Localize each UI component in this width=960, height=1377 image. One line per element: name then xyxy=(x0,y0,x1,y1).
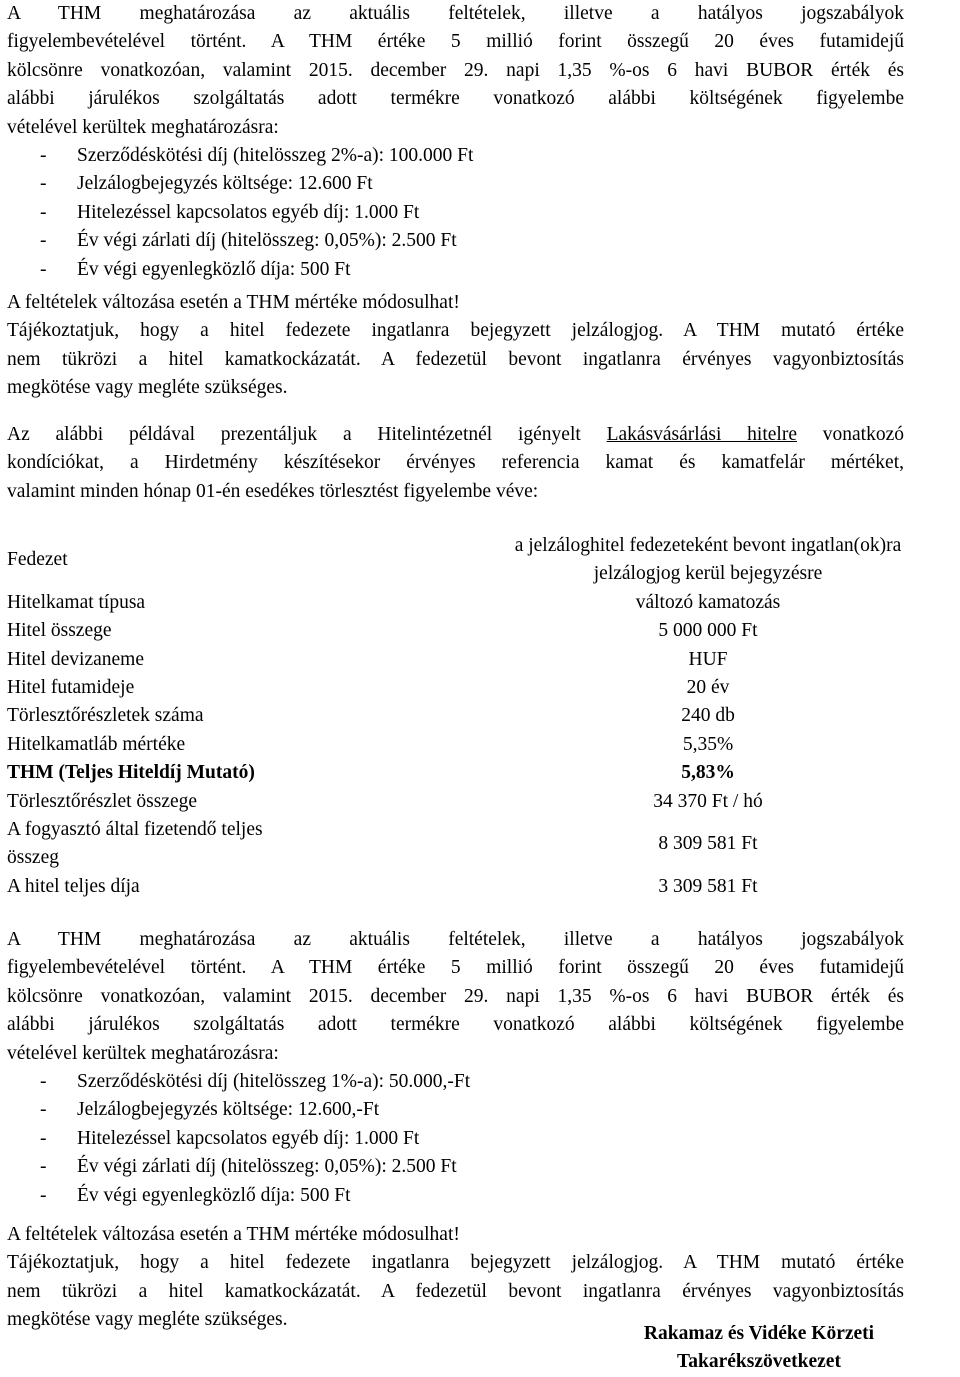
row-label-line: A fogyasztó által fizetendő teljes xyxy=(7,819,263,841)
intro-text: Az alábbi példával prezentáljuk a Hitelintézetnél igényelt xyxy=(7,424,607,445)
table-row-thm xyxy=(7,759,904,787)
list-item: - Év végi egyenlegközlő díja: 500 Ft xyxy=(7,1182,904,1210)
top-paragraph-line: A THM meghatározása az aktuális feltételek, illetve a hatályos jogszabályok xyxy=(7,3,904,24)
bottom-info-line: nem tükrözi a hitel kamatkockázatát. A fedezetül bevont ingatlanra érvényes vagyonbiztosítás xyxy=(7,1280,904,1302)
loan-terms-table xyxy=(7,532,904,901)
top-warning: A feltételek változása esetén a THM mértéke módosulhat! xyxy=(7,292,460,314)
bottom-paragraph-line: figyelembevételével történt. A THM értéke 5 millió forint összegű 20 éves futamidejű xyxy=(7,957,904,979)
row-value-line: jelzálogjog kerül bejegyzésre xyxy=(593,563,823,585)
signature-line: Rakamaz és Vidéke Körzeti xyxy=(643,1323,875,1344)
top-paragraph-line: vételével kerültek meghatározásra: xyxy=(7,116,279,138)
top-info-line: Tájékoztatjuk, hogy a hitel fedezete ingatlanra bejegyzett jelzálogjog. A THM mutató értéke xyxy=(7,320,904,342)
row-value: 8 309 581 Ft xyxy=(658,833,758,855)
intro-line xyxy=(7,421,904,449)
bottom-info-line: megkötése vagy megléte szükséges. xyxy=(7,1309,288,1331)
table-row xyxy=(7,617,904,645)
table-row xyxy=(7,646,904,674)
top-fee-list xyxy=(7,142,904,284)
row-label: Hitel futamideje xyxy=(7,677,135,699)
row-value: 34 370 Ft / hó xyxy=(653,790,763,812)
table-row xyxy=(7,674,904,702)
row-value: 5,35% xyxy=(682,733,734,755)
list-item: - Hitelezéssel kapcsolatos egyéb díj: 1.000 Ft xyxy=(7,199,904,227)
bottom-paragraph-line: A THM meghatározása az aktuális feltételek, illetve a hatályos jogszabályok xyxy=(7,929,904,950)
bottom-warning: A feltételek változása esetén a THM mértéke módosulhat! xyxy=(7,1224,460,1246)
list-item: - Szerződéskötési díj (hitelösszeg 1%-a): 50.000,-Ft xyxy=(7,1068,904,1096)
row-label xyxy=(7,816,362,873)
row-value xyxy=(362,532,904,589)
row-label: Hitel devizaneme xyxy=(7,648,144,670)
row-value-line: a jelzáloghitel fedezeteként bevont ingatlan(ok)ra xyxy=(514,535,902,556)
table-row xyxy=(7,873,904,901)
row-label: Törlesztőrészlet összege xyxy=(7,790,198,812)
signature-line: Takarékszövetkezet xyxy=(677,1351,841,1373)
table-row xyxy=(7,788,904,816)
top-info-line: nem tükrözi a hitel kamatkockázatát. A fedezetül bevont ingatlanra érvényes vagyonbiztosítás xyxy=(7,348,904,370)
row-label: Hitel összege xyxy=(7,620,112,642)
top-paragraph-line: kölcsönre vonatkozóan, valamint 2015. december 29. napi 1,35 %-os 6 havi BUBOR érték és xyxy=(7,59,904,81)
intro-line: kondíciókat, a Hirdetmény készítésekor érvényes referencia kamat és kamatfelár mértéket, xyxy=(7,452,904,474)
row-value: 5,83% xyxy=(681,762,735,784)
bottom-paragraph-line: alábbi járulékos szolgáltatás adott termékre vonatkozó alábbi költségének figyelembe xyxy=(7,1014,904,1036)
row-label: Fedezet xyxy=(7,549,68,571)
signature-block xyxy=(614,1320,904,1377)
table-row xyxy=(7,589,904,617)
intro-section xyxy=(7,421,904,506)
top-info-line: megkötése vagy megléte szükséges. xyxy=(7,377,288,399)
intro-line: valamint minden hónap 01-én esedékes törlesztést figyelembe véve: xyxy=(7,480,539,502)
bottom-paragraph-line: kölcsönre vonatkozóan, valamint 2015. december 29. napi 1,35 %-os 6 havi BUBOR érték és xyxy=(7,985,904,1007)
row-value: HUF xyxy=(688,648,728,670)
table-row xyxy=(7,702,904,730)
row-label: A hitel teljes díja xyxy=(7,875,140,897)
bottom-info-line: Tájékoztatjuk, hogy a hitel fedezete ingatlanra bejegyzett jelzálogjog. A THM mutató értéke xyxy=(7,1252,904,1274)
list-item: - Év végi egyenlegközlő díja: 500 Ft xyxy=(7,256,904,284)
top-paragraph-line: figyelembevételével történt. A THM értéke 5 millió forint összegű 20 éves futamidejű xyxy=(7,31,904,53)
row-value: 20 év xyxy=(686,677,730,699)
bottom-fee-list xyxy=(7,1068,904,1210)
intro-text: vonatkozó xyxy=(796,424,905,445)
list-item: - Jelzálogbejegyzés költsége: 12.600,-Ft xyxy=(7,1096,904,1124)
row-label: Hitelkamat típusa xyxy=(7,591,146,613)
list-item: - Szerződéskötési díj (hitelösszeg 2%-a): 100.000 Ft xyxy=(7,142,904,170)
row-value: 5 000 000 Ft xyxy=(658,620,758,642)
top-thm-section xyxy=(7,0,904,403)
list-item: - Hitelezéssel kapcsolatos egyéb díj: 1.000 Ft xyxy=(7,1125,904,1153)
list-item: - Év végi zárlati díj (hitelösszeg: 0,05%): 2.500 Ft xyxy=(7,1153,904,1181)
table-row xyxy=(7,532,904,589)
row-value: változó kamatozás xyxy=(635,591,781,613)
row-label-line: összeg xyxy=(7,847,59,869)
top-paragraph-line: alábbi járulékos szolgáltatás adott termékre vonatkozó alábbi költségének figyelembe xyxy=(7,88,904,110)
loan-terms-table-wrap xyxy=(7,532,904,901)
row-label: THM (Teljes Hiteldíj Mutató) xyxy=(7,762,255,784)
bottom-thm-section xyxy=(7,926,904,1335)
bottom-paragraph-line: vételével kerültek meghatározásra: xyxy=(7,1042,279,1064)
row-value: 240 db xyxy=(681,705,735,727)
row-value: 3 309 581 Ft xyxy=(658,875,758,897)
list-item: - Jelzálogbejegyzés költsége: 12.600 Ft xyxy=(7,170,904,198)
loan-product-link[interactable]: Lakásvásárlási hitelre xyxy=(606,424,797,445)
row-label: Törlesztőrészletek száma xyxy=(7,705,204,727)
table-row xyxy=(7,731,904,759)
row-label: Hitelkamatláb mértéke xyxy=(7,733,186,755)
table-row xyxy=(7,816,904,873)
list-item: - Év végi zárlati díj (hitelösszeg: 0,05%): 2.500 Ft xyxy=(7,227,904,255)
